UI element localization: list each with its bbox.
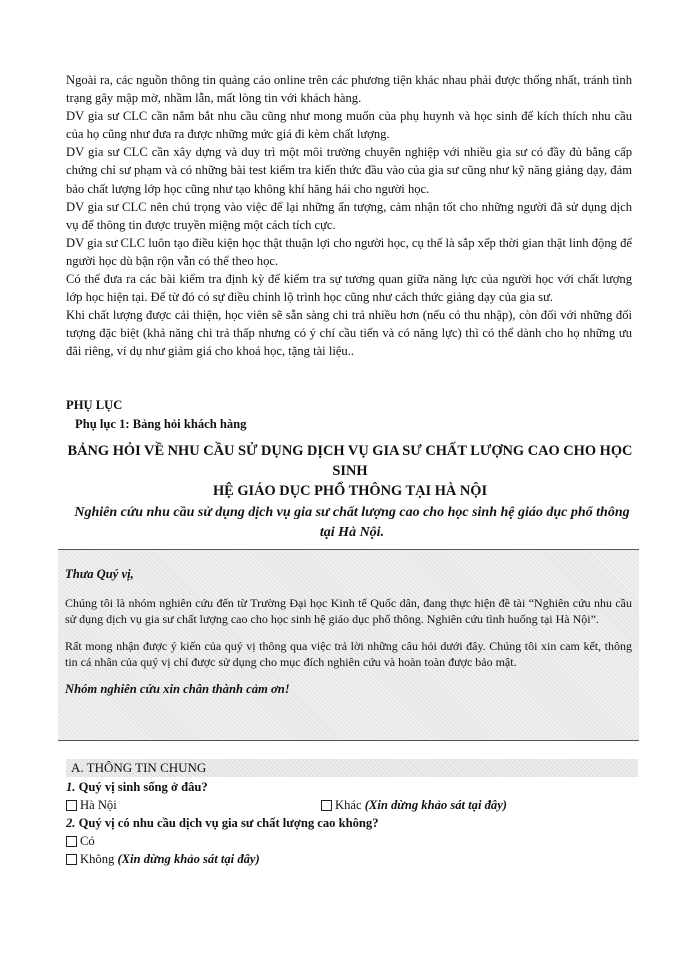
option-note: (Xin dừng khảo sát tại đây) xyxy=(117,852,260,866)
body-text xyxy=(66,71,632,361)
option-label: Có xyxy=(80,834,95,848)
paragraph: Có thể đưa ra các bài kiểm tra định kỳ để kiểm tra sự tương quan giữa năng lực của người học với chất lượng lớp học hiện tại. Để từ đó có sự điều chỉnh lộ trình học cũng như cách thức giảng dạy của gia sư. xyxy=(66,272,632,305)
option-label: Hà Nội xyxy=(80,798,117,812)
option-label: Không xyxy=(80,852,115,866)
survey-title xyxy=(52,441,648,501)
paragraph: DV gia sư CLC nên chú trọng vào việc để lại những ấn tượng, cảm nhận tốt cho những người đã sử dụng dịch vụ để thông tin được truyền miệng một cách tích cực. xyxy=(66,199,632,232)
intro-paragraph: Chúng tôi là nhóm nghiên cứu đến từ Trường Đại học Kinh tế Quốc dân, đang thực hiện đề tài “Nghiên cứu nhu cầu sử dụng dịch vụ gia sư chất lượng cao cho học sinh hệ giáo dục phổ thông. Nghiên cứu tình huống tại Hà Nội”. xyxy=(65,595,632,626)
paragraph: DV gia sư CLC cần xây dựng và duy trì một môi trường chuyên nghiệp với nhiều gia sư có đầy đủ bằng cấp chứng chỉ sư phạm và có những bài test kiểm tra kiến thức đầu vào của gia sư cũng như kỹ năng giảng dạy, đảm bảo chất lượng lớp học cũng như tạo không khí hăng hái cho người học. xyxy=(66,145,632,196)
section-a-header: A. THÔNG TIN CHUNG xyxy=(66,759,638,777)
question-2-option-no[interactable] xyxy=(66,850,260,870)
question-2-number: 2. xyxy=(66,816,76,830)
paragraph: DV gia sư CLC cần nắm bắt nhu cầu cũng như mong muốn của phụ huynh và học sinh để kích thích nhu cầu của họ cũng như đưa ra được những mức giá đi kèm chất lượng. xyxy=(66,109,632,142)
intro-greeting: Thưa Quý vị, xyxy=(65,567,134,581)
question-1-option-hanoi[interactable] xyxy=(66,796,117,816)
paragraph: Ngoài ra, các nguồn thông tin quảng cáo online trên các phương tiện khác nhau phải được thống nhất, tránh tình trạng gây mập mờ, nhầm lẫn, mất lòng tin với khách hàng. xyxy=(66,73,632,106)
appendix-heading: PHỤ LỤC xyxy=(66,398,123,412)
question-1-number: 1. xyxy=(66,780,76,794)
question-2-text: Quý vị có nhu cầu dịch vụ gia sư chất lượng cao không? xyxy=(78,816,379,830)
intro-paragraph: Rất mong nhận được ý kiến của quý vị thông qua việc trả lời những câu hỏi dưới đây. Chúng tôi xin cam kết, thông tin cá nhân của quý vị chỉ được sử dụng cho mục đích nghiên cứu và hoàn toàn được bảo mật. xyxy=(65,638,632,669)
question-1-text: Quý vị sinh sống ở đâu? xyxy=(78,780,208,794)
checkbox[interactable] xyxy=(321,800,332,811)
survey-title-line-2: HỆ GIÁO DỤC PHỔ THÔNG TẠI HÀ NỘI xyxy=(212,483,488,499)
question-2 xyxy=(66,814,379,832)
survey-title-line-1: BẢNG HỎI VỀ NHU CẦU SỬ DỤNG DỊCH VỤ GIA SƯ CHẤT LƯỢNG CAO CHO HỌC SINH xyxy=(67,443,633,479)
survey-subtitle: Nghiên cứu nhu cầu sử dụng dịch vụ gia sư chất lượng cao cho học sinh hệ giáo dục phổ thông tại Hà Nội. xyxy=(74,505,630,540)
question-2-option-yes[interactable] xyxy=(66,832,95,852)
appendix-subheading: Phụ lục 1: Bảng hỏi khách hàng xyxy=(75,417,247,431)
checkbox[interactable] xyxy=(66,854,77,865)
question-1 xyxy=(66,778,208,796)
paragraph: Khi chất lượng được cải thiện, học viên sẽ sẵn sàng chi trả nhiều hơn (nếu có thu nhập), còn đối với những đối tượng đặc biệt (khả năng chi trả thấp nhưng có ý chí cầu tiến và có năng lực) thì có thể dành cho họ những ưu đãi riêng, ví dụ như giảm giá cho khoá học, tặng tài liệu.. xyxy=(66,308,632,359)
checkbox[interactable] xyxy=(66,836,77,847)
intro-box xyxy=(58,549,639,741)
checkbox[interactable] xyxy=(66,800,77,811)
paragraph: DV gia sư CLC luôn tạo điều kiện học thật thuận lợi cho người học, cụ thể là sắp xếp thời gian thật linh động để người học dù bận rộn vẫn có thể theo học. xyxy=(66,235,632,268)
question-1-option-other[interactable] xyxy=(321,796,507,816)
option-note: (Xin dừng khảo sát tại đây) xyxy=(364,798,507,812)
option-label: Khác xyxy=(335,798,362,812)
intro-thanks: Nhóm nghiên cứu xin chân thành cảm ơn! xyxy=(65,681,290,696)
